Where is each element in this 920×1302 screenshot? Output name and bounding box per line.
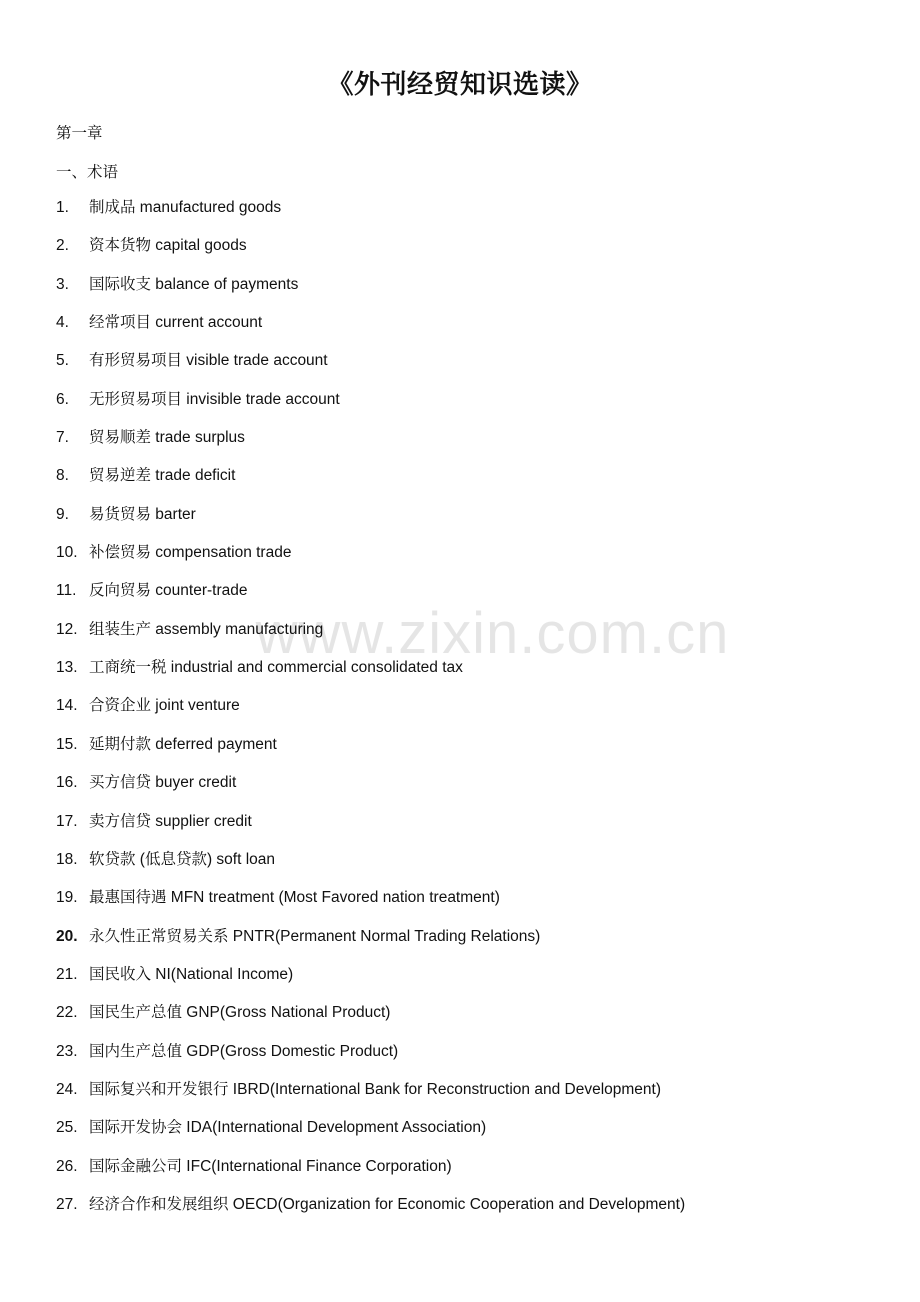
list-item — [56, 1042, 685, 1080]
item-number: 10. — [56, 544, 78, 562]
item-text: 买方信贷 buyer credit — [89, 774, 237, 792]
item-text: 合资企业 joint venture — [89, 697, 240, 715]
item-text: 资本货物 capital goods — [89, 237, 247, 255]
item-text: 反向贸易 counter-trade — [89, 582, 248, 600]
list-item — [56, 1003, 685, 1041]
list-item — [56, 1195, 685, 1233]
item-text: 永久性正常贸易关系 PNTR(Permanent Normal Trading Relations) — [89, 927, 541, 945]
item-number: 16. — [56, 774, 78, 792]
list-item — [56, 812, 685, 850]
item-text: 易货贸易 barter — [89, 505, 196, 523]
document-title: 《外刊经贸知识选读》 — [327, 69, 593, 99]
item-number: 12. — [56, 620, 78, 638]
item-text: 最惠国待遇 MFN treatment (Most Favored nation treatment) — [89, 889, 500, 907]
item-number: 8. — [56, 467, 69, 485]
list-item — [56, 428, 685, 466]
chapter-heading: 第一章 — [56, 125, 103, 142]
list-item — [56, 351, 685, 389]
item-number: 7. — [56, 429, 69, 447]
item-number: 20. — [56, 927, 78, 945]
list-item — [56, 850, 685, 888]
item-text: 国民收入 NI(National Income) — [89, 965, 294, 983]
item-text: 延期付款 deferred payment — [89, 735, 277, 753]
list-item — [56, 927, 685, 965]
item-number: 11. — [56, 582, 77, 600]
list-item — [56, 581, 685, 619]
list-item — [56, 198, 685, 236]
list-item — [56, 658, 685, 696]
list-item — [56, 275, 685, 313]
list-item — [56, 466, 685, 504]
list-item — [56, 390, 685, 428]
list-item — [56, 1118, 685, 1156]
item-number: 1. — [56, 199, 69, 216]
item-number: 22. — [56, 1004, 78, 1022]
list-item — [56, 735, 685, 773]
item-text: 制成品 manufactured goods — [89, 199, 282, 216]
item-text: 软贷款 (低息贷款) soft loan — [89, 850, 276, 868]
item-number: 24. — [56, 1080, 78, 1098]
item-text: 有形贸易项目 visible trade account — [89, 352, 328, 370]
item-text: 补偿贸易 compensation trade — [89, 544, 292, 562]
item-number: 23. — [56, 1042, 78, 1060]
list-item — [56, 505, 685, 543]
item-text: 贸易逆差 trade deficit — [89, 467, 236, 485]
item-number: 4. — [56, 314, 69, 332]
item-number: 6. — [56, 390, 69, 408]
item-number: 27. — [56, 1195, 78, 1213]
list-item — [56, 888, 685, 926]
item-number: 21. — [56, 965, 78, 983]
item-text: 无形贸易项目 invisible trade account — [89, 390, 340, 408]
item-number: 5. — [56, 352, 69, 370]
section-heading: 一、术语 — [56, 164, 119, 181]
watermark: www.zixin.com.cn — [255, 601, 730, 666]
list-item — [56, 965, 685, 1003]
item-number: 13. — [56, 659, 78, 677]
list-item — [56, 1080, 685, 1118]
list-item — [56, 620, 685, 658]
item-text: 经常项目 current account — [89, 314, 263, 332]
item-number: 18. — [56, 850, 78, 868]
item-text: 国内生产总值 GDP(Gross Domestic Product) — [89, 1042, 399, 1060]
item-number: 2. — [56, 237, 69, 255]
item-number: 15. — [56, 735, 78, 753]
item-text: 贸易顺差 trade surplus — [89, 429, 245, 447]
item-text: 国际复兴和开发银行 IBRD(International Bank for Reconstruction and Development) — [89, 1080, 661, 1098]
item-number: 26. — [56, 1157, 78, 1175]
list-item — [56, 236, 685, 274]
item-number: 14. — [56, 697, 78, 715]
item-text: 组装生产 assembly manufacturing — [89, 620, 324, 638]
list-item — [56, 313, 685, 351]
item-text: 国际金融公司 IFC(International Finance Corporation) — [89, 1157, 452, 1175]
list-item — [56, 543, 685, 581]
item-number: 19. — [56, 889, 78, 907]
item-text: 国民生产总值 GNP(Gross National Product) — [89, 1004, 391, 1022]
list-item — [56, 1157, 685, 1195]
item-number: 9. — [56, 505, 69, 523]
item-number: 25. — [56, 1119, 78, 1137]
item-text: 国际收支 balance of payments — [89, 275, 299, 293]
item-text: 卖方信贷 supplier credit — [89, 812, 252, 830]
list-item — [56, 696, 685, 734]
item-number: 3. — [56, 275, 69, 293]
item-text: 国际开发协会 IDA(International Development Association) — [89, 1119, 487, 1137]
item-text: 工商统一税 industrial and commercial consolidated tax — [89, 659, 463, 677]
item-text: 经济合作和发展组织 OECD(Organization for Economic Cooperation and Development) — [89, 1195, 686, 1213]
term-list — [56, 198, 685, 1233]
item-number: 17. — [56, 812, 78, 830]
list-item — [56, 773, 685, 811]
